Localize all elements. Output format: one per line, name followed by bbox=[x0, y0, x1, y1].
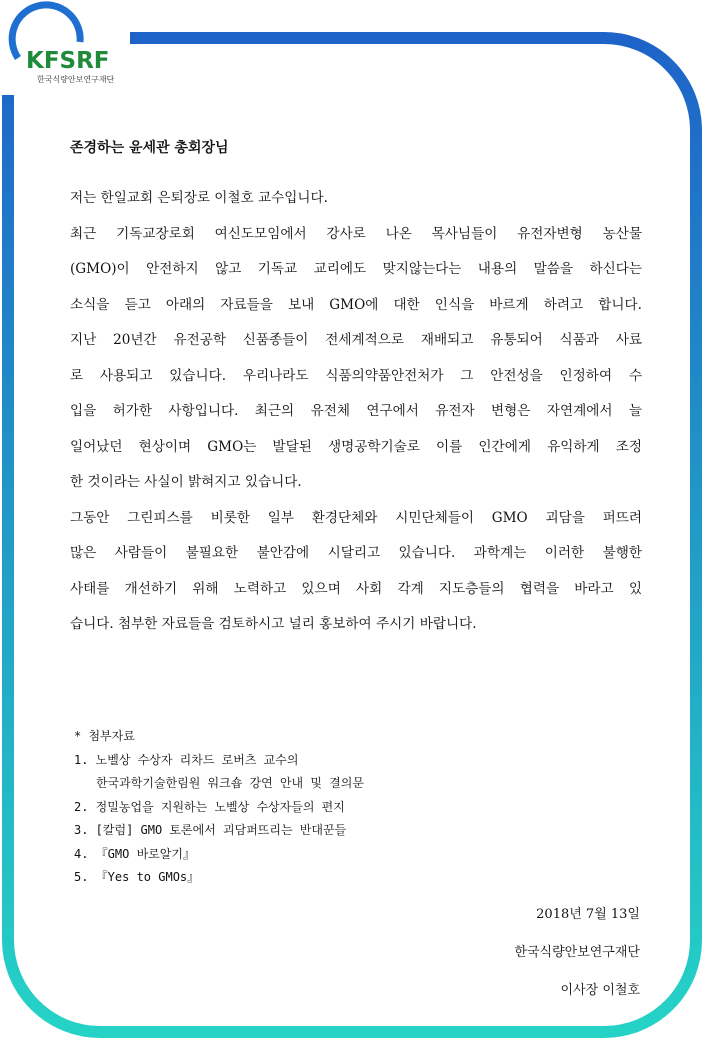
signatory: 이사장 이철호 bbox=[560, 983, 640, 998]
body-line: 일어났던 현상이며 GMO는 발달된 생명공학기술로 이를 인간에게 유익하게 조정 bbox=[70, 438, 642, 455]
body-line: 지난 20년간 유전공학 신품종들이 전세계적으로 재배되고 유통되어 식품과 사료 bbox=[70, 332, 642, 348]
signature-block bbox=[514, 903, 640, 998]
body-line: 최근 기독교장로회 여신도모임에서 강사로 나온 목사님들이 유전자변형 농산물 bbox=[70, 225, 642, 242]
body-line: 습니다. 첨부한 자료들을 검토하시고 널리 홍보하여 주시기 바랍니다. bbox=[70, 616, 477, 632]
attachments-list bbox=[74, 727, 364, 892]
foundation-logo bbox=[4, 10, 154, 84]
attachment-item: 4. 『GMO 바로알기』 bbox=[74, 846, 195, 861]
body-line: 입을 허가한 사항입니다. 최근의 유전체 연구에서 유전자 변형은 자연계에서 늘 bbox=[70, 403, 642, 419]
attachment-item: 5. 『Yes to GMOs』 bbox=[74, 870, 200, 884]
logo-name: 한국식량안보연구재단 bbox=[37, 75, 115, 84]
body-line: (GMO)이 안전하지 않고 기독교 교리에도 맞지않는다는 내용의 말씀을 하신다는 bbox=[70, 261, 642, 277]
attachment-item: 2. 정밀농업을 지원하는 노벨상 수상자들의 편지 bbox=[74, 799, 345, 814]
organization-name: 한국식량안보연구재단 bbox=[514, 945, 640, 960]
body-line: 저는 한일교회 은퇴장로 이철호 교수입니다. bbox=[70, 190, 328, 206]
letter-body bbox=[70, 186, 642, 648]
body-line: 한 것이라는 사실이 밝혀지고 있습니다. bbox=[70, 474, 302, 490]
attachment-item: 3. [칼럼] GMO 토론에서 괴담퍼뜨리는 반대꾼들 bbox=[74, 823, 347, 837]
body-line: 사태를 개선하기 위해 노력하고 있으며 사회 각계 지도층들의 협력을 바라고 있 bbox=[70, 580, 642, 597]
salutation: 존경하는 윤세관 총회장님 bbox=[70, 140, 229, 156]
body-line: 그동안 그린피스를 비롯한 일부 환경단체와 시민단체들이 GMO 괴담을 퍼뜨려 bbox=[70, 509, 642, 526]
attachment-item: 한국과학기술한림원 워크숍 강연 안내 및 결의문 bbox=[96, 776, 364, 790]
attachments-title: * 첨부자료 bbox=[74, 729, 135, 743]
logo-abbreviation: KFSRF bbox=[26, 48, 110, 74]
letter-date: 2018년 7월 13일 bbox=[536, 907, 640, 922]
body-line: 소식을 듣고 아래의 자료들을 보내 GMO에 대한 인식을 바르게 하려고 합니다. bbox=[70, 296, 642, 313]
body-line: 많은 사람들이 불필요한 불안감에 시달리고 있습니다. 과학계는 이러한 불행한 bbox=[70, 545, 642, 561]
body-line: 로 사용되고 있습니다. 우리나라도 식품의약품안전처가 그 안전성을 인정하여 수 bbox=[70, 367, 642, 384]
attachment-item: 1. 노벨상 수상자 리차드 로버츠 교수의 bbox=[74, 752, 299, 767]
